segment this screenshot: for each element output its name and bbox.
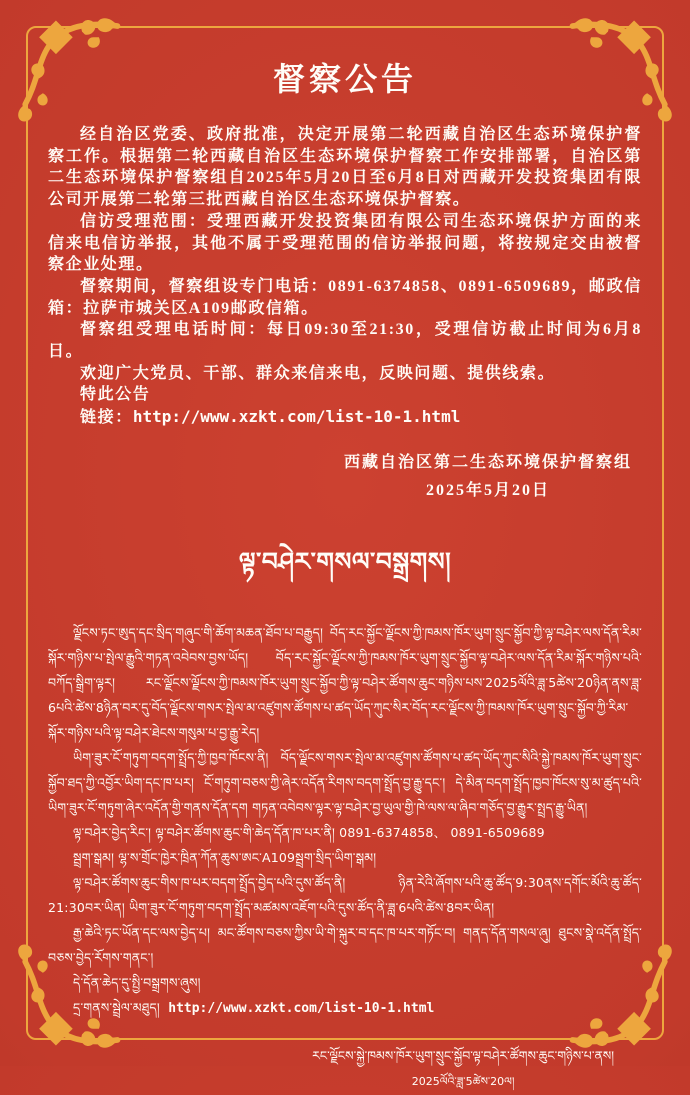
notice-signature-block [344, 449, 632, 505]
tibetan-paragraph-hours: ལྟ་བཤེར་ཚོགས་ཆུང་གིས་ཁ་པར་བདག་སྤྲོད་བྱེད་པའི་དུས་ཚོད་ནི། ཉིན་རེའི་ཞོགས་པའི་ཆུ་ཚོད་9:30ནས་དགོང་མོའི་ཆུ་ཚོད་21:30བར་ཡིན། ཡིག་ཟུར་ངོ་གཏུག་བདག་སྤྲོད་མཚམས་འཇོག་པའི་དུས་ཚོད་ནི་ཟླ་6པའི་ཚེས་8བར་ཡིན། [48, 874, 642, 915]
tibetan-paragraph-phone: ལྟ་བཤེར་བྱེད་རིང་། ལྟ་བཤེར་ཚོགས་ཆུང་གི་ཆེད་དོན་ཁ་པར་ནི། 0891-6374858、 0891-6509689 [73, 824, 545, 840]
tibetan-paragraph-mailbox: སྦྲག་སྒམ། ལྷ་ས་གྲོང་ཁྱེར་ཁྲིན་ཀོན་ཆུས་ཨང་A109སྦྲག་སྲིད་ཡིག་སྒམ། [73, 849, 377, 865]
tibetan-date: 2025ལོའི་ཟླ་5ཚེས་20ལ། [411, 1074, 515, 1088]
tibetan-signature-block [312, 1043, 614, 1095]
tibetan-link-url[interactable]: http://www.xzkt.com/list-10-1.html [168, 1000, 435, 1016]
tibetan-title: ལྟ་བཤེར་གསལ་བསྒྲགས། [238, 546, 452, 576]
tibetan-paragraph-approval: ལྗོངས་ཏང་ཨུད་དང་སྲིད་གཞུང་གི་ཆོག་མཆན་ཐོབ་པ་བརྒྱུད། བོད་རང་སྐྱོང་ལྗོངས་ཀྱི་ཁམས་ཁོར་ཡུག་སྲུང་སྐྱོབ་ཀྱི་ལྟ་བཤེར་ལས་དོན་རིམ་སྐོར་གཉིས་པ་སྤེལ་རྒྱུའི་གཏན་འབེབས་བྱས་ཡོད། བོད་རང་སྐྱོང་ལྗོངས་ཀྱི་ཁམས་ཁོར་ཡུག་སྲུང་སྐྱོབ་ལྟ་བཤེར་ལས་དོན་རིམ་སྐོར་གཉིས་པའི་བཀོད་སྒྲིག་ལྟར། རང་ལྗོངས་ལྗོངས་ཀྱི་ཁམས་ཁོར་ཡུག་སྲུང་སྐྱོབ་ཀྱི་ལྟ་བཤེར་ཚོགས་ཆུང་གཉིས་པས་2025ལོའི་ཟླ་5ཚེས་20ཉིན་ནས་ཟླ་6པའི་ཚེས་8ཉིན་བར་དུ་བོད་ལྗོངས་གསར་སྤེལ་མ་འཛུགས་ཚོགས་པ་ཚད་ཡོད་ཀུང་སིར་བོད་རང་ལྗོངས་ཀྱི་ཁམས་ཁོར་ཡུག་སྲུང་སྐྱོབ་ཀྱི་རིམ་སྐོར་གཉིས་པའི་ལྟ་བཤེར་ཐེངས་གསུམ་པ་བྱ་རྒྱུ་རེད། [48, 624, 642, 740]
tibetan-signature: རང་ལྗོངས་སྐྱེ་ཁམས་ཁོར་ཡུག་སྲུང་སྐྱོབ་ལྟ་བཤེར་ཚོགས་ཆུང་གཉིས་པ་ནས། [312, 1047, 614, 1063]
tibetan-link-line [48, 995, 642, 1021]
notice-paragraph-hours: 督察组受理电话时间：每日09:30至21:30，受理信访截止时间为6月8日。 [48, 321, 642, 361]
notice-link-label: 链接： [80, 409, 133, 427]
notice-closing: 特此公告 [80, 386, 151, 404]
tibetan-paragraph-welcome: རྒྱ་ཆེའི་ཏང་ཡོན་དང་ལས་བྱེད་པ། མང་ཚོགས་བཅས་ཀྱིས་ཡི་གེ་སྐུར་བ་དང་ཁ་པར་གཏོང་བ། གནད་དོན་གསལ་ཞུ། ཐུངས་སྣེ་འདོན་སྤྲོད་བཅས་བྱེད་རོགས་གནང་། [48, 924, 642, 965]
tibetan-link-label: དྲ་གནས་སྦྲེལ་མཐུད། [73, 999, 160, 1015]
notice-signature: 西藏自治区第二生态环境保护督察组 [343, 453, 632, 471]
tibetan-paragraph-scope: ཡིག་ཟུར་ངོ་གཏུག་བདག་སྤྲོད་ཀྱི་ཁྱབ་ཁོངས་ནི། བོད་ལྗོངས་གསར་སྤེལ་མ་འཛུགས་ཚོགས་པ་ཚད་ཡོད་ཀུང་སིའི་སྐྱེ་ཁམས་ཁོར་ཡུག་སྲུང་སྐྱོབ་ཐད་ཀྱི་འབྱོར་ཡིག་དང་ཁ་པར། ངོ་གཏུག་བཅས་ཀྱི་ཞེར་འདོན་རིགས་བདག་སྤྲོད་བྱ་རྒྱུ་དང་། དེ་མིན་བདག་སྤྲོད་ཁྱབ་ཁོངས་སུ་མ་ཚུད་པའི་ཡིག་ཟུར་ངོ་གཏུག་ཞེར་འདོན་གྱི་གནས་དོན་དག གཏན་འབེབས་ལྟར་ལྟ་བཤེར་བྱ་ཡུལ་གྱི་ཁེ་ལས་ལ་ཞིབ་གཅོད་བྱ་རྒྱུར་སྤྲད་རྒྱུ་ཡིན། [48, 749, 642, 815]
notice-link-line [48, 406, 642, 429]
notice-content [48, 54, 642, 1095]
notice-paragraph-approval: 经自治区党委、政府批准，决定开展第二轮西藏自治区生态环境保护督察工作。根据第二轮西藏自治区生态环境保护督察工作安排部署，自治区第二生态环境保护督察组自2025年5月20日至6月8日对西藏开发投资集团有限公司开展第二轮第三批西藏自治区生态环境保护督察。 [48, 126, 642, 209]
notice-link-url[interactable]: http://www.xzkt.com/list-10-1.html [132, 407, 461, 427]
notice-paragraph-welcome: 欢迎广大党员、干部、群众来信来电，反映问题、提供线索。 [80, 364, 556, 382]
notice-date: 2025年5月20日 [425, 481, 550, 499]
notice-paragraph-contacts: 督察期间，督察组设专门电话：0891-6374858、0891-6509689，邮政信箱：拉萨市城关区A109邮政信箱。 [48, 277, 642, 317]
notice-title: 督察公告 [272, 61, 417, 97]
notice-paragraph-scope: 信访受理范围：受理西藏开发投资集团有限公司生态环境保护方面的来信来电信访举报，其他不属于受理范围的信访举报问题，将按规定交由被督察企业处理。 [48, 212, 642, 274]
tibetan-closing: དེ་དོན་ཆེད་དུ་སྤྱི་བསྒྲགས་ཞུས། [73, 974, 201, 990]
